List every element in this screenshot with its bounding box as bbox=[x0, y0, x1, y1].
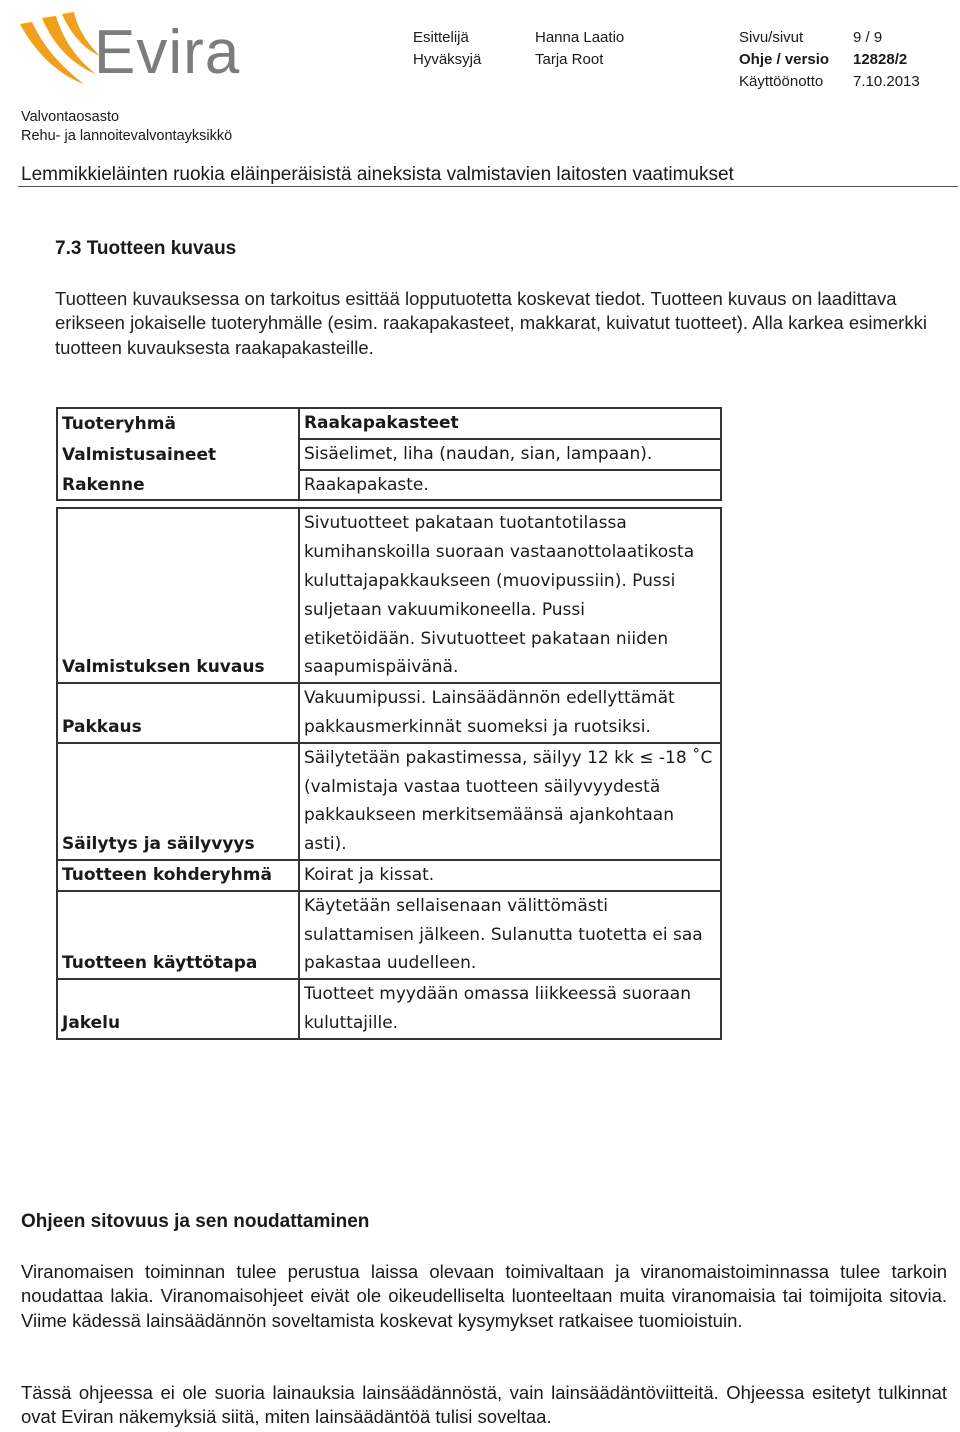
row-label: Jakelu bbox=[57, 979, 299, 1039]
table-row bbox=[57, 470, 721, 501]
row-value bbox=[299, 743, 721, 860]
product-description-table bbox=[56, 407, 722, 1040]
row-value-line: kuluttajapakkaukseen (muovipussiin). Pussi bbox=[303, 570, 676, 591]
row-value-line: Koirat ja kissat. bbox=[303, 864, 435, 885]
table-row bbox=[57, 439, 721, 470]
evira-wing-icon bbox=[12, 12, 102, 90]
header-divider bbox=[18, 186, 958, 187]
row-value-line: (valmistaja vastaa tuotteen säilyvyydestä bbox=[303, 776, 661, 797]
approver-value: Tarja Root bbox=[535, 51, 604, 68]
row-value: Sisäelimet, liha (naudan, sian, lampaan). bbox=[299, 439, 721, 470]
row-value-line: pakkausmerkinnät suomeksi ja ruotsiksi. bbox=[303, 716, 651, 737]
row-label: Tuoteryhmä bbox=[57, 408, 299, 439]
row-label: Pakkaus bbox=[57, 683, 299, 743]
row-value-line: pakkaukseen merkitsemäänsä ajankohtaan bbox=[303, 805, 674, 826]
department-name: Valvontaosasto bbox=[21, 109, 120, 125]
table-row bbox=[57, 508, 721, 683]
row-label: Tuotteen käyttötapa bbox=[57, 891, 299, 979]
row-value bbox=[299, 683, 721, 743]
row-label: Rakenne bbox=[57, 470, 299, 501]
row-value-line: kuluttajille. bbox=[303, 1012, 399, 1033]
row-value: Raakapakasteet bbox=[299, 408, 721, 439]
deployment-label: Käyttöönotto bbox=[739, 73, 824, 90]
table-spacer bbox=[57, 500, 721, 508]
row-value bbox=[299, 508, 721, 683]
table-row bbox=[57, 860, 721, 891]
table-row bbox=[57, 891, 721, 979]
binding-heading: Ohjeen sitovuus ja sen noudattaminen bbox=[21, 1211, 370, 1232]
row-value-line: kumihanskoilla suoraan vastaanottolaatikosta bbox=[303, 542, 695, 563]
table-row bbox=[57, 979, 721, 1039]
department-block bbox=[21, 108, 232, 146]
version-label: Ohje / versio bbox=[739, 51, 830, 68]
table-body bbox=[57, 508, 721, 1038]
unit-name: Rehu- ja lannoitevalvontayksikkö bbox=[21, 128, 233, 144]
row-label: Valmistusaineet bbox=[57, 439, 299, 470]
table-row bbox=[57, 743, 721, 860]
row-value-line: Säilytetään pakastimessa, säilyy 12 kk ≤ -18 ˚C bbox=[303, 747, 713, 768]
row-value bbox=[299, 891, 721, 979]
presenter-label: Esittelijä bbox=[413, 29, 469, 46]
section-intro: Tuotteen kuvauksessa on tarkoitus esittää lopputuotetta koskevat tiedot. Tuotteen kuvaus on laadittava erikseen jokaiselle tuoteryhmälle (esim. raakapakasteet, makkarat, kuivatut tuotteet). Alla karkea esimerkki tuotteen kuvauksesta raakapakasteille. bbox=[55, 288, 927, 358]
row-value-line: Vakuumipussi. Lainsäädännön edellyttämät bbox=[303, 688, 675, 709]
binding-paragraph-1: Viranomaisen toiminnan tulee perustua laissa olevaan toimivaltaan ja viranomaistoiminnassa tulee tarkoin noudattaa lakia. Viranomaisohjeet eivät ole oikeudelliselta luonteeltaan muita viranomaisia tai toimijoita sitovia. Viime kädessä lainsäädännön soveltamista koskevat kysymykset ratkaisee tuomioistuin. bbox=[21, 1261, 947, 1331]
row-value-line: saapumispäivänä. bbox=[303, 657, 459, 678]
table-row bbox=[57, 683, 721, 743]
row-value-line: suljetaan vakuumikoneella. Pussi bbox=[303, 599, 585, 620]
section-heading: 7.3 Tuotteen kuvaus bbox=[55, 238, 237, 259]
version-value: 12828/2 bbox=[853, 51, 908, 68]
evira-logo bbox=[12, 12, 262, 90]
row-label: Tuotteen kohderyhmä bbox=[57, 860, 299, 891]
row-value bbox=[299, 979, 721, 1039]
logo-wordmark: Evira bbox=[94, 18, 241, 87]
row-value-line: etiketöidään. Sivutuotteet pakataan niiden bbox=[303, 628, 669, 649]
presenter-value: Hanna Laatio bbox=[535, 29, 625, 46]
row-value-line: Käytetään sellaisenaan välittömästi bbox=[303, 895, 608, 916]
deployment-date: 7.10.2013 bbox=[853, 73, 920, 90]
row-value: Raakapakaste. bbox=[299, 470, 721, 501]
page-value: 9 / 9 bbox=[853, 29, 883, 46]
row-label: Valmistuksen kuvaus bbox=[57, 508, 299, 683]
approver-label: Hyväksyjä bbox=[413, 51, 482, 68]
binding-paragraph-2: Tässä ohjeessa ei ole suoria lainauksia lainsäädännöstä, vain lainsäädäntöviitteitä. Ohjeessa esitetyt tulkinnat ovat Eviran näkemyksiä siitä, miten lainsäädäntöä tulisi soveltaa. bbox=[21, 1382, 947, 1428]
row-value bbox=[299, 860, 721, 891]
row-value-line: sulattamisen jälkeen. Sulanutta tuotetta ei saa bbox=[303, 924, 703, 945]
page-label: Sivu/sivut bbox=[739, 29, 804, 46]
table-row bbox=[57, 408, 721, 439]
row-value-line: pakastaa uudelleen. bbox=[303, 953, 477, 974]
row-value-line: Tuotteet myydään omassa liikkeessä suoraan bbox=[303, 984, 692, 1005]
row-label: Säilytys ja säilyvyys bbox=[57, 743, 299, 860]
row-value-line: Sivutuotteet pakataan tuotantotilassa bbox=[303, 513, 627, 534]
document-title: Lemmikkieläinten ruokia eläinperäisistä aineksista valmistavien laitosten vaatimukset bbox=[21, 164, 734, 185]
row-value-line: asti). bbox=[303, 834, 347, 855]
